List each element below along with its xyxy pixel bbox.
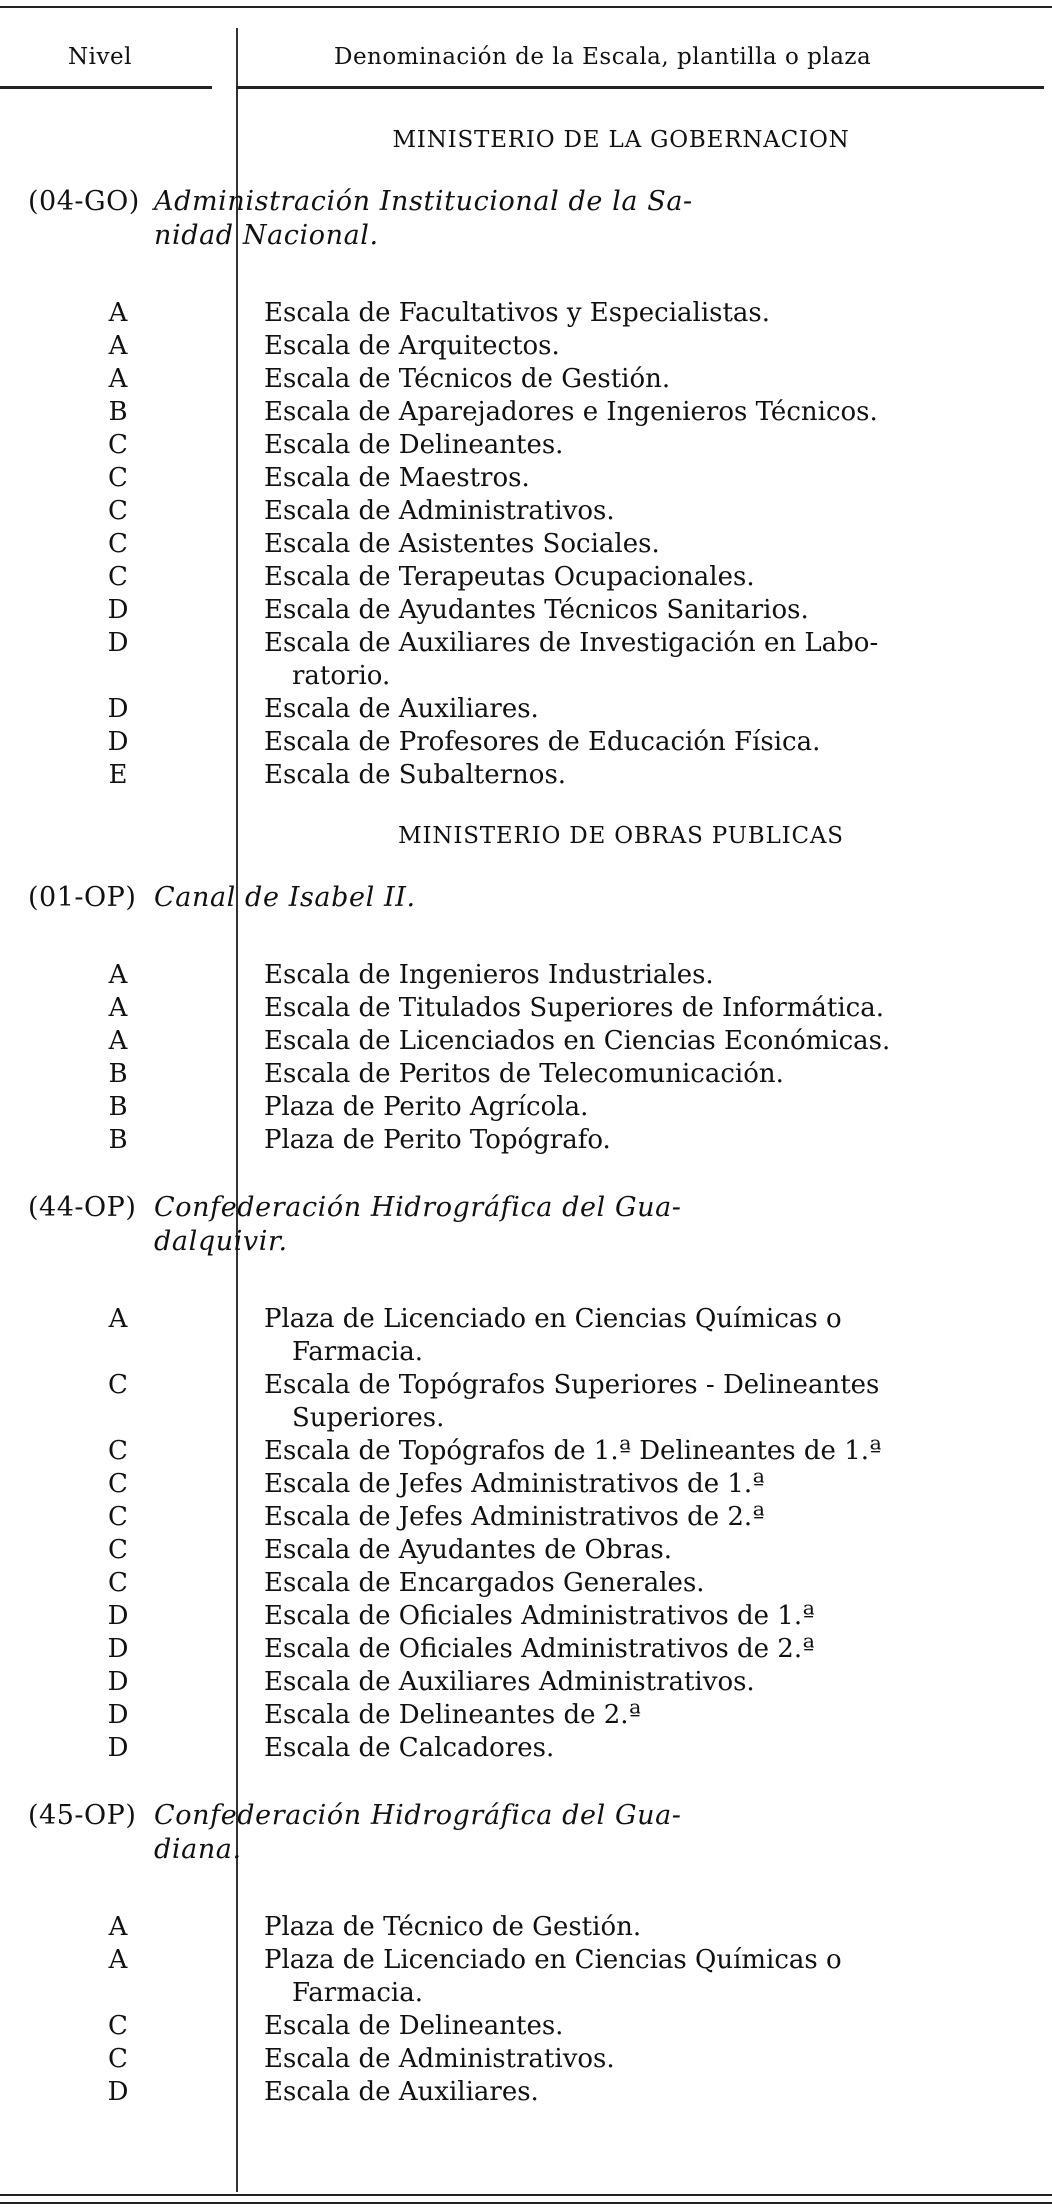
denomination-line: Escala de Subalternos.	[264, 760, 567, 790]
table-row	[0, 1732, 1052, 1765]
organism-code: (44-OP)	[28, 1192, 137, 1223]
denomination-cell	[236, 1567, 996, 1600]
level-cell: A	[108, 364, 128, 394]
denomination-line: Farmacia.	[292, 1337, 424, 1367]
denomination-cell	[236, 1124, 996, 1157]
denomination-cell	[236, 1091, 996, 1124]
denomination-cell	[236, 627, 996, 693]
table-row	[0, 627, 1052, 693]
organism-name	[154, 185, 774, 253]
level-cell: C	[108, 1535, 128, 1565]
level-cell: C	[108, 430, 128, 460]
level-cell: C	[108, 1502, 128, 1532]
denomination-cell	[236, 330, 996, 363]
denomination-cell	[236, 1699, 996, 1732]
spacer	[0, 1259, 1052, 1303]
table-row	[0, 1435, 1052, 1468]
denomination-cell	[236, 1600, 996, 1633]
level-cell: C	[108, 529, 128, 559]
spacer	[0, 1867, 1052, 1911]
denomination-cell	[236, 462, 996, 495]
table-row	[0, 726, 1052, 759]
table-row	[0, 429, 1052, 462]
denomination-cell	[236, 1534, 996, 1567]
table-row	[0, 462, 1052, 495]
denomination-cell	[236, 1911, 996, 1944]
level-cell: C	[108, 2011, 128, 2041]
organism-name-line: diana.	[154, 1834, 242, 1865]
table-row	[0, 1666, 1052, 1699]
table-row	[0, 528, 1052, 561]
organism-code: (45-OP)	[28, 1800, 137, 1831]
level-cell: C	[108, 1370, 128, 1400]
denomination-line: Plaza de Licenciado en Ciencias Químicas o	[264, 1945, 842, 1975]
organism-heading	[0, 185, 1052, 253]
organism-name	[154, 881, 774, 915]
denomination-line: Escala de Ayudantes de Obras.	[264, 1535, 673, 1565]
header-underline-right	[236, 86, 1044, 89]
spacer	[0, 853, 1052, 881]
level-cell: A	[108, 1945, 128, 1975]
table-row	[0, 594, 1052, 627]
denomination-cell	[236, 2076, 996, 2109]
table-row	[0, 1501, 1052, 1534]
table-row	[0, 2043, 1052, 2076]
table-row	[0, 297, 1052, 330]
denomination-line: Plaza de Técnico de Gestión.	[264, 1912, 642, 1942]
table-row	[0, 1369, 1052, 1435]
level-cell: C	[108, 1436, 128, 1466]
denomination-cell	[236, 1468, 996, 1501]
denomination-cell	[236, 429, 996, 462]
table-row	[0, 759, 1052, 792]
denomination-cell	[236, 693, 996, 726]
level-cell: C	[108, 1469, 128, 1499]
table-row	[0, 1911, 1052, 1944]
denomination-line: Escala de Ingenieros Industriales.	[264, 960, 714, 990]
level-cell: D	[107, 1667, 129, 1697]
denomination-line: ratorio.	[292, 661, 391, 691]
denomination-cell	[236, 2010, 996, 2043]
level-cell: B	[108, 1092, 128, 1122]
bottom-rule-second	[0, 2202, 1052, 2204]
denomination-cell	[236, 297, 996, 330]
spacer	[0, 915, 1052, 959]
table-row	[0, 330, 1052, 363]
denomination-cell	[236, 959, 996, 992]
level-cell: C	[108, 562, 128, 592]
organism-heading	[0, 1799, 1052, 1867]
denomination-line: Escala de Terapeutas Ocupacionales.	[264, 562, 755, 592]
spacer	[0, 792, 1052, 820]
denomination-cell	[236, 726, 996, 759]
level-cell: D	[107, 1700, 129, 1730]
level-cell: D	[107, 1634, 129, 1664]
denomination-line: Escala de Topógrafos Superiores - Delineantes	[264, 1370, 880, 1400]
denomination-line: Farmacia.	[292, 1978, 424, 2008]
denomination-line: Escala de Peritos de Telecomunicación.	[264, 1059, 784, 1089]
denomination-cell	[236, 1633, 996, 1666]
table-row	[0, 1124, 1052, 1157]
table-row	[0, 959, 1052, 992]
level-cell: E	[108, 760, 128, 790]
denomination-line: Escala de Delineantes.	[264, 430, 564, 460]
header-denomination: Denominación de la Escala, plantilla o plaza	[334, 44, 872, 70]
denomination-cell	[236, 2043, 996, 2076]
denomination-line: Superiores.	[292, 1403, 445, 1433]
level-cell: A	[108, 1912, 128, 1942]
denomination-line: Plaza de Licenciado en Ciencias Químicas o	[264, 1304, 842, 1334]
denomination-line: Escala de Delineantes.	[264, 2011, 564, 2041]
denomination-line: Escala de Encargados Generales.	[264, 1568, 705, 1598]
level-cell: A	[108, 993, 128, 1023]
denomination-cell	[236, 992, 996, 1025]
ministry-heading: MINISTERIO DE OBRAS PUBLICAS	[398, 823, 844, 849]
denomination-line: Escala de Calcadores.	[264, 1733, 555, 1763]
level-cell: A	[108, 1304, 128, 1334]
organism-name-line: Administración Institucional de la Sa-	[154, 186, 693, 217]
level-cell: D	[107, 595, 129, 625]
denomination-line: Escala de Jefes Administrativos de 2.ª	[264, 1502, 765, 1532]
table-row	[0, 1091, 1052, 1124]
denomination-line: Plaza de Perito Agrícola.	[264, 1092, 589, 1122]
level-cell: A	[108, 331, 128, 361]
level-cell: D	[107, 727, 129, 757]
table-row	[0, 2076, 1052, 2109]
denomination-line: Escala de Aparejadores e Ingenieros Técnicos.	[264, 397, 878, 427]
organism-name	[154, 1191, 774, 1259]
denomination-cell	[236, 1944, 996, 2010]
denomination-cell	[236, 1025, 996, 1058]
denomination-cell	[236, 759, 996, 792]
denomination-line: Escala de Licenciados en Ciencias Económicas.	[264, 1026, 891, 1056]
table-row	[0, 495, 1052, 528]
top-rule	[0, 6, 1052, 8]
denomination-cell	[236, 1666, 996, 1699]
level-cell: C	[108, 496, 128, 526]
header-underline-left	[0, 86, 212, 89]
organism-heading	[0, 881, 1052, 915]
level-cell: D	[107, 1733, 129, 1763]
level-cell: C	[108, 463, 128, 493]
denomination-line: Escala de Maestros.	[264, 463, 530, 493]
header-level: Nivel	[68, 44, 132, 70]
bottom-rule	[0, 2194, 1052, 2196]
denomination-line: Escala de Arquitectos.	[264, 331, 560, 361]
denomination-cell	[236, 1732, 996, 1765]
ministry-heading: MINISTERIO DE LA GOBERNACION	[392, 127, 850, 153]
level-cell: D	[107, 2077, 129, 2107]
denomination-cell	[236, 363, 996, 396]
denomination-line: Escala de Titulados Superiores de Informática.	[264, 993, 885, 1023]
organism-name-line: Confederación Hidrográfica del Gua-	[154, 1192, 682, 1223]
organism-name-line: dalquivir.	[154, 1226, 288, 1257]
level-cell: C	[108, 1568, 128, 1598]
denomination-line: Escala de Técnicos de Gestión.	[264, 364, 671, 394]
table-row	[0, 363, 1052, 396]
level-cell: A	[108, 298, 128, 328]
spacer	[0, 253, 1052, 297]
organism-name-line: Confederación Hidrográfica del Gua-	[154, 1800, 682, 1831]
level-cell: B	[108, 397, 128, 427]
level-cell: A	[108, 1026, 128, 1056]
denomination-line: Escala de Oficiales Administrativos de 2.ª	[264, 1634, 815, 1664]
level-cell: D	[107, 1601, 129, 1631]
table-row	[0, 992, 1052, 1025]
spacer	[0, 1157, 1052, 1191]
level-cell: B	[108, 1059, 128, 1089]
table-row	[0, 1058, 1052, 1091]
denomination-line: Escala de Asistentes Sociales.	[264, 529, 660, 559]
denomination-cell	[236, 561, 996, 594]
table-row	[0, 396, 1052, 429]
spacer	[0, 157, 1052, 185]
organism-name-line: nidad Nacional.	[154, 220, 379, 251]
table-row	[0, 1567, 1052, 1600]
level-cell: C	[108, 2044, 128, 2074]
table-row	[0, 693, 1052, 726]
denomination-line: Escala de Auxiliares.	[264, 2077, 539, 2107]
organism-heading	[0, 1191, 1052, 1259]
denomination-cell	[236, 396, 996, 429]
table-row	[0, 1534, 1052, 1567]
denomination-cell	[236, 1501, 996, 1534]
table-row	[0, 1699, 1052, 1732]
denomination-line: Escala de Delineantes de 2.ª	[264, 1700, 641, 1730]
denomination-line: Escala de Profesores de Educación Física.	[264, 727, 821, 757]
level-cell: B	[108, 1125, 128, 1155]
denomination-line: Escala de Auxiliares de Investigación en Labo-	[264, 628, 879, 658]
denomination-cell	[236, 528, 996, 561]
organism-code: (01-OP)	[28, 882, 137, 913]
table-row	[0, 1633, 1052, 1666]
denomination-line: Escala de Administrativos.	[264, 2044, 615, 2074]
table-row	[0, 561, 1052, 594]
denomination-line: Escala de Jefes Administrativos de 1.ª	[264, 1469, 765, 1499]
table-row	[0, 1303, 1052, 1369]
denomination-line: Escala de Facultativos y Especialistas.	[264, 298, 771, 328]
denomination-line: Escala de Topógrafos de 1.ª Delineantes de 1.ª	[264, 1436, 882, 1466]
denomination-cell	[236, 594, 996, 627]
table-row	[0, 1600, 1052, 1633]
table-row	[0, 1944, 1052, 2010]
level-cell: A	[108, 960, 128, 990]
table-body	[0, 124, 1052, 2109]
organism-name	[154, 1799, 774, 1867]
table-row	[0, 2010, 1052, 2043]
denomination-cell	[236, 1369, 996, 1435]
level-cell: D	[107, 628, 129, 658]
denomination-line: Escala de Ayudantes Técnicos Sanitarios.	[264, 595, 809, 625]
denomination-line: Escala de Auxiliares Administrativos.	[264, 1667, 755, 1697]
organism-code: (04-GO)	[28, 186, 140, 217]
organism-name-line: Canal de Isabel II.	[154, 882, 416, 913]
denomination-cell	[236, 1303, 996, 1369]
denomination-cell	[236, 495, 996, 528]
denomination-line: Plaza de Perito Topógrafo.	[264, 1125, 611, 1155]
table-row	[0, 1468, 1052, 1501]
spacer	[0, 1765, 1052, 1799]
denomination-line: Escala de Auxiliares.	[264, 694, 539, 724]
denomination-cell	[236, 1435, 996, 1468]
level-cell: D	[107, 694, 129, 724]
denomination-line: Escala de Oficiales Administrativos de 1.ª	[264, 1601, 815, 1631]
table-row	[0, 1025, 1052, 1058]
denomination-cell	[236, 1058, 996, 1091]
denomination-line: Escala de Administrativos.	[264, 496, 615, 526]
